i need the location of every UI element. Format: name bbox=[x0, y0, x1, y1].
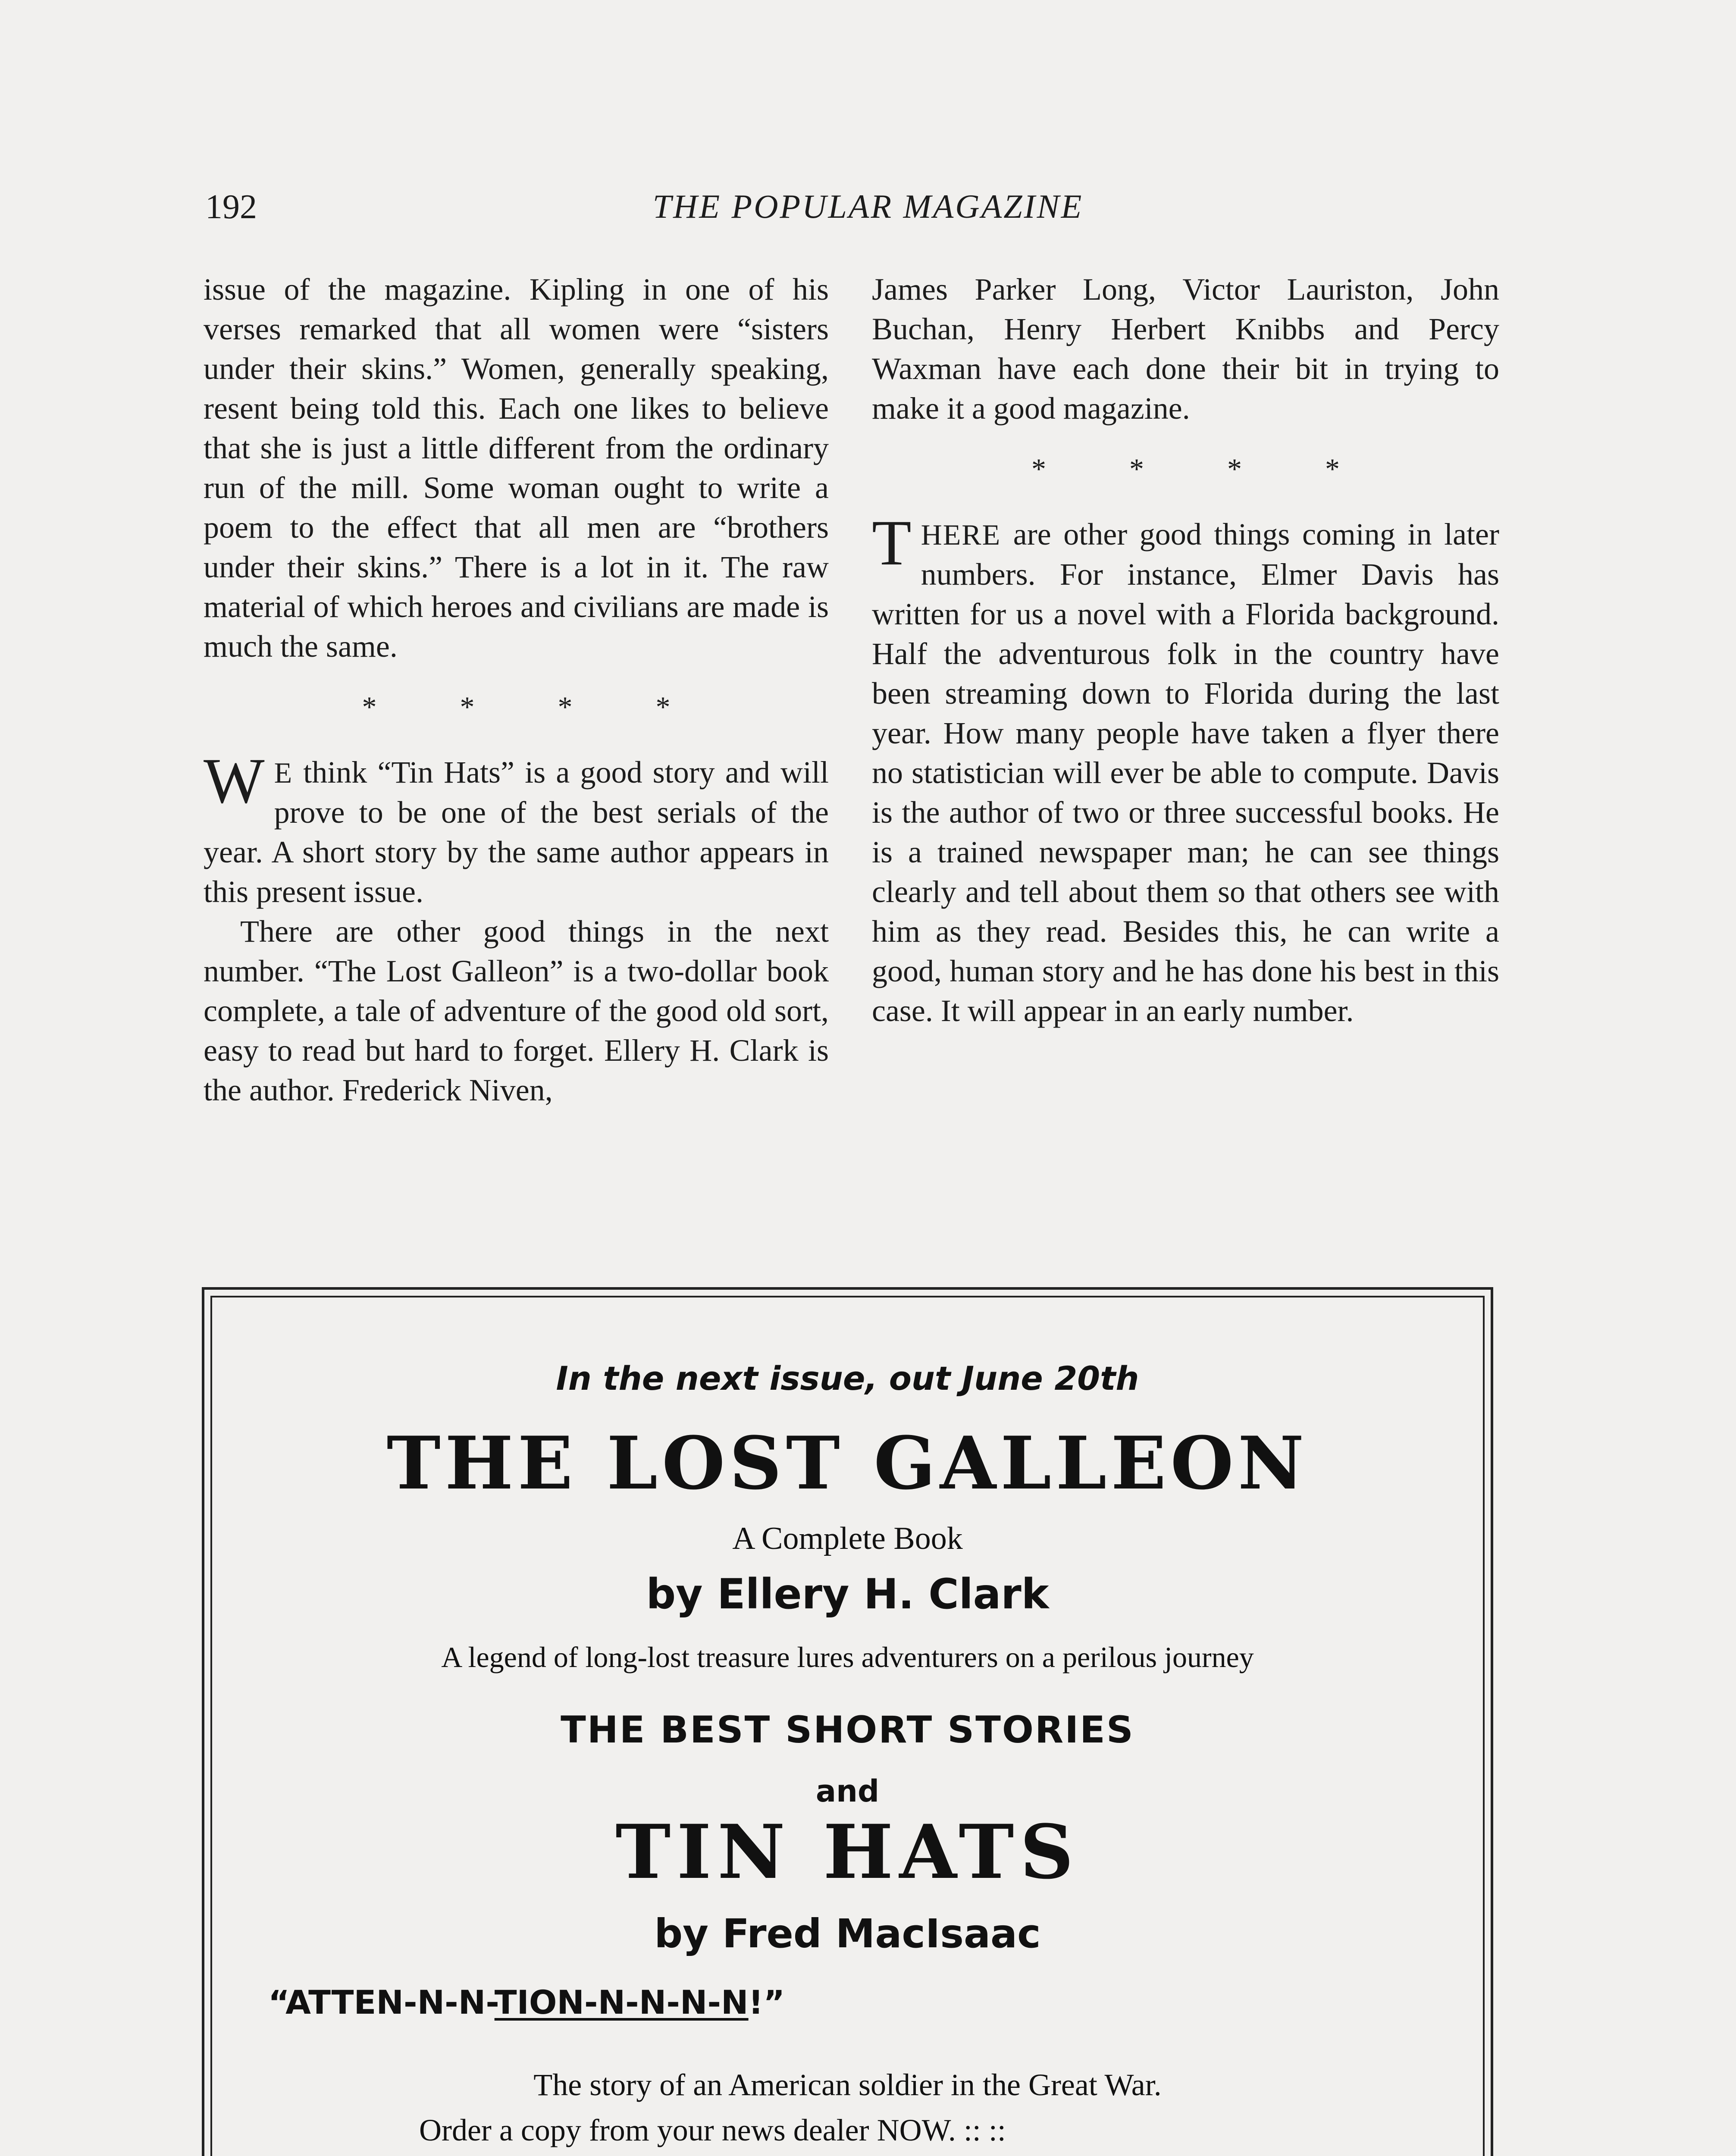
ad-story-line: The story of an American soldier in the Great War. bbox=[533, 2068, 1162, 2102]
ad-author-clark: by Ellery H. Clark bbox=[646, 1570, 1049, 1618]
right-paragraph-2 bbox=[872, 507, 1499, 1031]
shout-underlined: TION-N-N-N-N bbox=[494, 1983, 749, 2021]
ad-title-lost-galleon: THE LOST GALLEON bbox=[386, 1420, 1309, 1506]
right-column bbox=[872, 270, 1499, 1031]
paragraph-text: are other good things coming in later numbers. For instance, Elmer Davis has written for us a novel with a Florida background. Half the adventurous folk in the country have been streaming down to Florida during the last year. How many people have taken a flyer there no statistician will ever be able to compute. Davis is the author of two or three successful books. He is a trained newspaper man; he can see things clearly and tell about them so that others see with him as they read. Besides this, he can write a good, human story and he has done his best in this case. It will appear in an early number. bbox=[872, 517, 1499, 1028]
ad-author-macisaac: by Fred MacIsaac bbox=[654, 1911, 1041, 1957]
drop-cap: T bbox=[872, 507, 912, 579]
shout-end: !” bbox=[748, 1983, 785, 2021]
next-issue-advertisement bbox=[202, 1287, 1493, 2156]
page-number: 192 bbox=[205, 188, 257, 226]
paragraph-text: think “Tin Hats” is a good story and will prove to be one of the best serials of the year. A short story by the same author appears in this present issue. bbox=[204, 755, 829, 909]
lead-in: HERE bbox=[921, 518, 1001, 551]
drop-cap: W bbox=[204, 745, 265, 817]
left-column bbox=[204, 270, 829, 1110]
ad-kicker: In the next issue, out June 20th bbox=[556, 1359, 1139, 1398]
ad-best-short-stories: THE BEST SHORT STORIES bbox=[561, 1708, 1134, 1752]
running-title: THE POPULAR MAGAZINE bbox=[652, 188, 1084, 225]
ad-order-line: Order a copy from your news dealer NOW. :: :: bbox=[419, 2113, 1006, 2147]
right-paragraph-1: James Parker Long, Victor Lauriston, John Buchan, Henry Herbert Knibbs and Percy Waxman have each done their bit in trying to make it a good magazine. bbox=[872, 272, 1499, 426]
section-break-stars: * * * * bbox=[362, 690, 708, 723]
ad-inner-border bbox=[210, 1296, 1485, 2156]
lead-in: E bbox=[274, 756, 293, 789]
shout-part: “ATTEN-N-N- bbox=[268, 1983, 495, 2021]
section-break-stars: * * * * bbox=[1031, 452, 1378, 485]
left-paragraph-2 bbox=[204, 745, 829, 912]
ad-attention-shout bbox=[268, 1983, 785, 2021]
ad-and: and bbox=[815, 1774, 880, 1809]
left-paragraph-1: issue of the magazine. Kipling in one of his verses remarked that all women were “sisters under their skins.” Women, generally speaking, resent being told this. Each one likes to believe that she is just a little different from the ordinary run of the mill. Some woman ought to write a poem to the effect that all men are “brothers under their skins.” There is a lot in it. The raw material of which heroes and civilians are made is much the same. bbox=[204, 272, 829, 664]
ad-title-tin-hats: TIN HATS bbox=[615, 1808, 1080, 1896]
left-paragraph-3: There are other good things in the next number. “The Lost Galleon” is a two-dollar book complete, a tale of adventure of the good old sort, easy to read but hard to forget. Ellery H. Clark is the author. Frederick Niven, bbox=[204, 914, 829, 1107]
ad-blurb: A legend of long-lost treasure lures adventurers on a perilous journey bbox=[441, 1641, 1254, 1673]
ad-subtitle: A Complete Book bbox=[732, 1521, 963, 1556]
